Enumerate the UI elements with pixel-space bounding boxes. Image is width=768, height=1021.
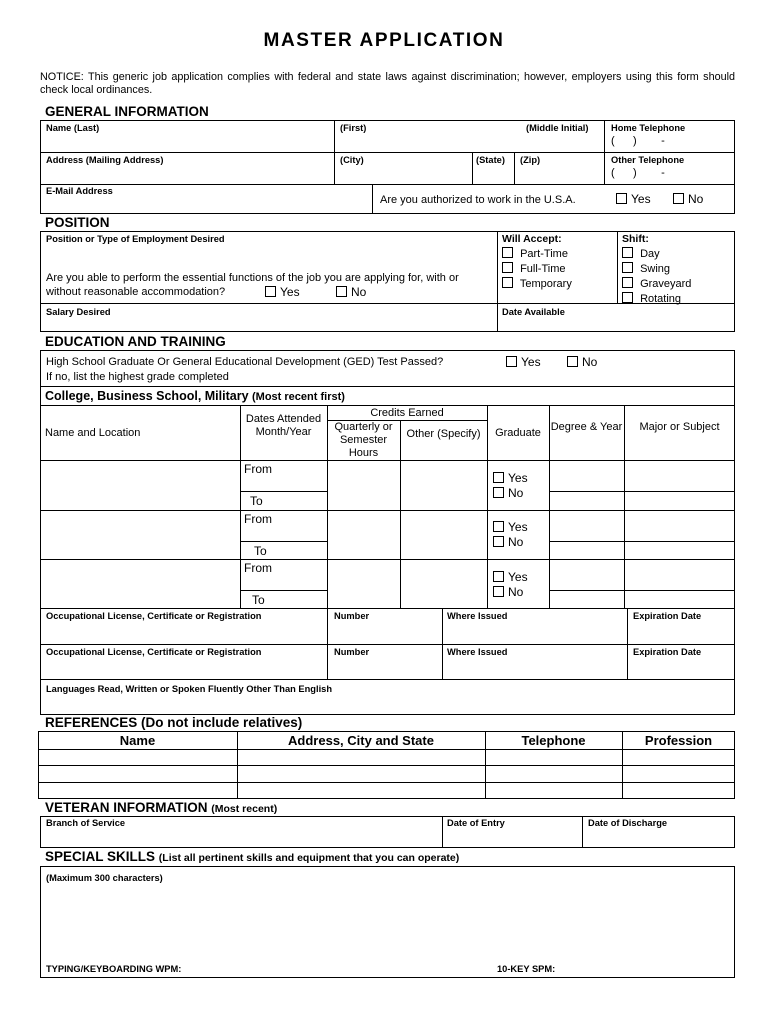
address-field[interactable]: Address (Mailing Address) (46, 155, 164, 165)
references-heading: REFERENCES (Do not include relatives) (45, 715, 303, 730)
page-title: MASTER APPLICATION (263, 30, 505, 51)
shift-label: Shift: (622, 233, 649, 245)
ref-col-telephone: Telephone (521, 733, 586, 748)
row1-from[interactable]: From (244, 462, 272, 476)
other-telephone-field[interactable]: Other Telephone (611, 155, 685, 165)
authorized-no-checkbox[interactable]: No (673, 192, 703, 206)
salary-desired-field[interactable]: Salary Desired (46, 307, 111, 317)
shift-swing-checkbox[interactable]: Swing (622, 262, 691, 277)
accept-full-time-checkbox[interactable]: Full-Time (502, 262, 572, 277)
license-field-1[interactable]: Occupational License, Certificate or Registration (46, 611, 262, 621)
essential-no-checkbox[interactable]: No (336, 285, 366, 299)
checkbox-icon (502, 247, 513, 258)
home-telephone-field[interactable]: Home Telephone (611, 123, 686, 133)
checkbox-icon (567, 356, 578, 367)
row1-graduate-no-checkbox[interactable]: No (493, 486, 528, 501)
checkbox-icon (265, 286, 276, 297)
education-heading: EDUCATION AND TRAINING (45, 334, 226, 349)
row3-to[interactable]: To (252, 593, 265, 607)
hs-yes-checkbox[interactable]: Yes (506, 355, 541, 369)
essential-yes-checkbox[interactable]: Yes (265, 285, 300, 299)
row2-graduate-yes-checkbox[interactable]: Yes (493, 520, 528, 535)
row3-from[interactable]: From (244, 561, 272, 575)
other-phone-format: ( ) - (611, 167, 665, 179)
veteran-heading: VETERAN INFORMATION (Most recent) (45, 800, 278, 815)
license-number-1[interactable]: Number (334, 611, 370, 621)
checkbox-icon (493, 536, 504, 547)
row2-from[interactable]: From (244, 512, 272, 526)
license-expiration-2[interactable]: Expiration Date (633, 647, 702, 657)
zip-field[interactable]: (Zip) (520, 155, 541, 165)
date-available-field[interactable]: Date Available (502, 307, 565, 317)
row2-to[interactable]: To (254, 544, 267, 558)
license-where-2[interactable]: Where Issued (447, 647, 508, 657)
college-heading: College, Business School, Military (Most recent first) (45, 389, 345, 403)
authorized-question: Are you authorized to work in the U.S.A. (380, 194, 576, 206)
checkbox-icon (673, 193, 684, 204)
license-field-2[interactable]: Occupational License, Certificate or Registration (46, 647, 262, 657)
row3-graduate-no-checkbox[interactable]: No (493, 585, 528, 600)
position-desired-field[interactable]: Position or Type of Employment Desired (46, 234, 225, 244)
checkbox-icon (493, 487, 504, 498)
home-phone-format: ( ) - (611, 135, 665, 147)
state-field[interactable]: (State) (476, 155, 505, 165)
first-name-field[interactable]: (First) (340, 123, 367, 133)
checkbox-icon (493, 521, 504, 532)
languages-field[interactable]: Languages Read, Written or Spoken Fluently Other Than English (46, 684, 332, 694)
checkbox-icon (493, 571, 504, 582)
license-expiration-1[interactable]: Expiration Date (633, 611, 702, 621)
col-quarterly-hours: Quarterly or Semester Hours (334, 421, 393, 459)
row1-graduate (493, 471, 528, 501)
checkbox-icon (622, 262, 633, 273)
ref-col-address: Address, City and State (288, 733, 434, 748)
row2-graduate-no-checkbox[interactable]: No (493, 535, 528, 550)
will-accept-label: Will Accept: (502, 233, 562, 245)
authorized-yes-checkbox[interactable]: Yes (616, 192, 651, 206)
city-field[interactable]: (City) (340, 155, 364, 165)
hs-no-checkbox[interactable]: No (567, 355, 597, 369)
col-dates-attended: Dates Attended Month/Year (245, 413, 322, 438)
skills-heading: SPECIAL SKILLS (List all pertinent skills and equipment that you can operate) (45, 849, 460, 864)
shift-graveyard-checkbox[interactable]: Graveyard (622, 277, 691, 292)
typing-wpm-field[interactable]: TYPING/KEYBOARDING WPM: (46, 964, 182, 974)
shift-rotating-checkbox[interactable]: Rotating (622, 292, 691, 307)
license-number-2[interactable]: Number (334, 647, 370, 657)
email-field[interactable]: E-Mail Address (46, 186, 113, 196)
position-heading: POSITION (45, 215, 110, 230)
ten-key-spm-field[interactable]: 10-KEY SPM: (497, 964, 556, 974)
row1-graduate-yes-checkbox[interactable]: Yes (493, 471, 528, 486)
col-name-location: Name and Location (45, 427, 141, 439)
hs-question: High School Graduate Or General Educational Development (GED) Test Passed? (46, 356, 444, 368)
essential-functions-question: Are you able to perform the essential functions of the job you are applying for, with or without reasonable accommodation? (46, 272, 459, 298)
row2-graduate (493, 520, 528, 550)
skills-max-note: (Maximum 300 characters) (46, 873, 163, 883)
checkbox-icon (622, 277, 633, 288)
accept-part-time-checkbox[interactable]: Part-Time (502, 247, 572, 262)
accept-temporary-checkbox[interactable]: Temporary (502, 277, 572, 292)
checkbox-icon (502, 277, 513, 288)
name-last-field[interactable]: Name (Last) (46, 123, 100, 133)
checkbox-icon (616, 193, 627, 204)
license-where-1[interactable]: Where Issued (447, 611, 508, 621)
col-degree-year: Degree & Year (550, 421, 623, 433)
hs-followup: If no, list the highest grade completed (46, 371, 229, 383)
row1-to[interactable]: To (250, 494, 263, 508)
date-of-discharge-field[interactable]: Date of Discharge (588, 818, 668, 828)
ref-col-name: Name (119, 733, 156, 748)
checkbox-icon (336, 286, 347, 297)
row3-graduate-yes-checkbox[interactable]: Yes (493, 570, 528, 585)
row3-graduate (493, 570, 528, 600)
checkbox-icon (493, 586, 504, 597)
middle-initial-field[interactable]: (Middle Initial) (526, 123, 589, 133)
checkbox-icon (493, 472, 504, 483)
date-of-entry-field[interactable]: Date of Entry (447, 818, 505, 828)
branch-of-service-field[interactable]: Branch of Service (46, 818, 126, 828)
checkbox-icon (622, 247, 633, 258)
credits-earned: Credits Earned (370, 407, 444, 419)
col-graduate: Graduate (495, 427, 541, 439)
shift-options (622, 247, 691, 307)
col-major-subject: Major or Subject (639, 421, 720, 433)
checkbox-icon (622, 292, 633, 303)
general-heading: GENERAL INFORMATION (45, 104, 209, 119)
checkbox-icon (506, 356, 517, 367)
shift-day-checkbox[interactable]: Day (622, 247, 691, 262)
col-other-specify: Other (Specify) (406, 428, 481, 440)
ref-col-profession: Profession (644, 733, 713, 748)
checkbox-icon (502, 262, 513, 273)
will-accept-options (502, 247, 572, 292)
notice-text: NOTICE: This generic job application complies with federal and state laws against discrimination; however, employers using this form should check local ordinances. (40, 71, 735, 96)
